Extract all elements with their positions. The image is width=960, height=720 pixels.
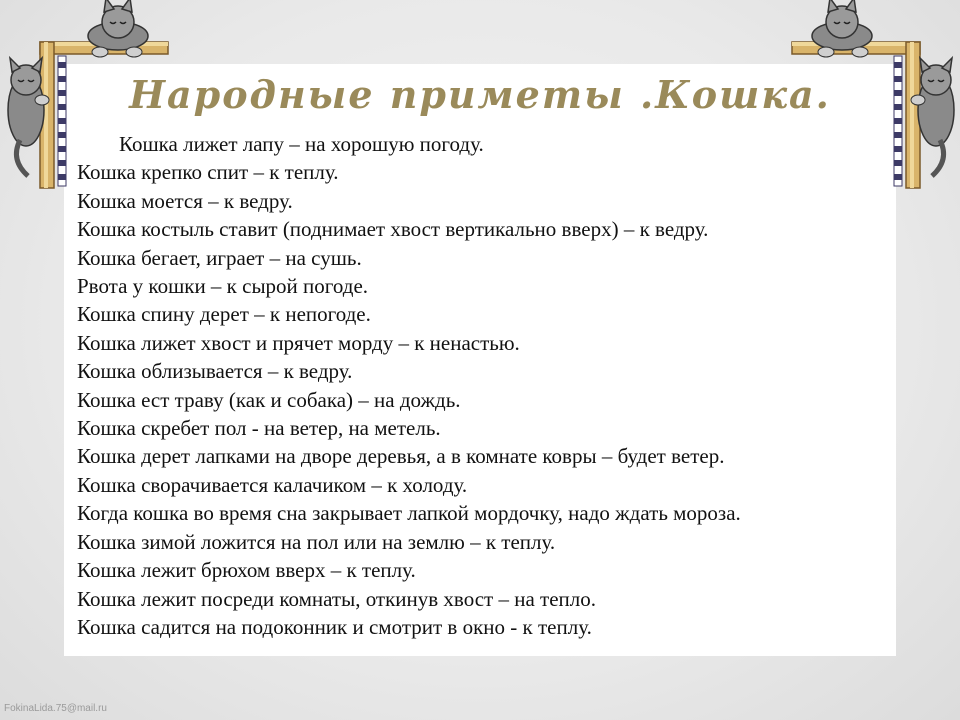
list-item: Рвота у кошки – к сырой погоде. <box>77 274 369 299</box>
list-item: Кошка лижет хвост и прячет морду – к ненастью. <box>77 330 520 355</box>
list-item: Кошка лежит брюхом вверх – к теплу. <box>77 558 416 583</box>
omens-list <box>77 130 877 641</box>
list-item: Когда кошка во время сна закрывает лапкой мордочку, надо ждать мороза. <box>77 501 741 526</box>
list-item: Кошка спину дерет – к непогоде. <box>77 302 371 327</box>
list-item: Кошка бегает, играет – на сушь. <box>77 245 362 270</box>
list-item: Кошка дерет лапками на дворе деревья, а в комнате ковры – будет ветер. <box>77 444 725 469</box>
list-item: Кошка моется – к ведру. <box>77 188 293 213</box>
list-item: Кошка садится на подоконник и смотрит в окно - к теплу. <box>77 614 592 639</box>
author-credit: FokinaLida.75@mail.ru <box>4 703 107 714</box>
page-title: Народные приметы .Кошка. <box>129 72 831 117</box>
list-item: Кошка зимой ложится на пол или на землю – к теплу. <box>77 529 556 554</box>
list-item: Кошка костыль ставит (поднимает хвост вертикально вверх) – к ведру. <box>77 217 709 242</box>
list-item: Кошка скребет пол - на ветер, на метель. <box>77 416 441 441</box>
list-item: Кошка лежит посреди комнаты, откинув хвост – на тепло. <box>77 586 597 611</box>
list-item: Кошка лижет лапу – на хорошую погоду. <box>119 132 484 156</box>
list-item: Кошка крепко спит – к теплу. <box>77 160 339 185</box>
list-item: Кошка сворачивается калачиком – к холоду. <box>77 472 468 497</box>
list-item: Кошка облизывается – к ведру. <box>77 359 353 384</box>
list-item: Кошка ест траву (как и собака) – на дождь. <box>77 387 461 412</box>
